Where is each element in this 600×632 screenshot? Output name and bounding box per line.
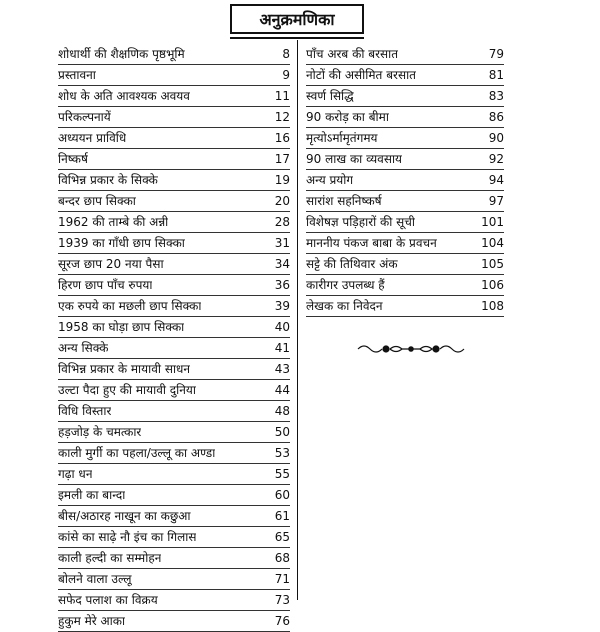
toc-entry [58,506,290,527]
toc-entry [58,317,290,338]
toc-entry [58,611,290,632]
toc-entry-page: 40 [274,320,290,334]
toc-entry [58,149,290,170]
toc-entry [58,107,290,128]
toc-entry-page: 81 [488,68,504,82]
toc-entry-title: नोटों की असीमित बरसात [306,68,417,82]
toc-entry-title: अन्य सिक्के [58,341,109,355]
toc-entry-page: 71 [274,572,290,586]
toc-entry-page: 34 [274,257,290,271]
toc-entry [58,254,290,275]
toc-entry-title: बन्दर छाप सिक्का [58,194,136,208]
toc-entry-page: 48 [274,404,290,418]
toc-entry-page: 68 [274,551,290,565]
toc-entry-title: स्वर्ण सिद्धि [306,89,354,103]
toc-entry [58,338,290,359]
toc-entry-title: माननीय पंकज बाबा के प्रवचन [306,236,437,250]
toc-entry-page: 43 [274,362,290,376]
toc-entry-title: सफेद पलाश का विक्रय [58,593,158,607]
toc-entry [58,233,290,254]
toc-entry-title: शोधार्थी की शैक्षणिक पृष्ठभूमि [58,47,185,61]
toc-entry-title: लेखक का निवेदन [306,299,383,313]
toc-entry [306,191,504,212]
toc-entry-title: पाँच अरब की बरसात [306,47,399,61]
toc-entry-title: 1939 का गाँधी छाप सिक्का [58,236,185,250]
toc-entry [58,464,290,485]
toc-entry-title: 90 करोड़ का बीमा [306,110,389,124]
toc-entry [58,359,290,380]
toc-entry [306,65,504,86]
toc-entry [58,128,290,149]
toc-entry-title: सट्टे की तिथिवार अंक [306,257,398,271]
toc-entry-title: प्रस्तावना [58,68,96,82]
toc-entry [58,191,290,212]
toc-entry-title: अध्ययन प्राविधि [58,131,127,145]
toc-entry [306,149,504,170]
toc-entry [58,485,290,506]
toc-entry-page: 79 [488,47,504,61]
toc-entry [58,527,290,548]
toc-entry-title: कांसे का साढ़े नौ इंच का गिलास [58,530,197,544]
toc-entry-page: 20 [274,194,290,208]
toc-entry [58,170,290,191]
toc-entry-title: 1962 की ताम्बे की अन्नी [58,215,169,229]
toc-entry-page: 39 [274,299,290,313]
toc-entry-title: बोलने वाला उल्लू [58,572,132,586]
toc-entry-title: हिरण छाप पाँच रुपया [58,278,153,292]
toc-entry-title: 1958 का घोड़ा छाप सिक्का [58,320,185,334]
toc-entry-page: 11 [274,89,290,103]
toc-entry [58,443,290,464]
toc-entry-title: उल्टा पैदा हुए की मायावी दुनिया [58,383,197,397]
left-column [58,44,290,632]
toc-entry [58,569,290,590]
toc-entry-title: सारांश सहनिष्कर्ष [306,194,382,208]
toc-entry [58,548,290,569]
toc-entry-page: 9 [282,68,290,82]
toc-entry [58,212,290,233]
toc-entry-page: 65 [274,530,290,544]
toc-entry-page: 76 [274,614,290,628]
toc-entry-title: हड़जोड़ के चमत्कार [58,425,142,439]
toc-entry-page: 108 [481,299,504,313]
toc-entry [306,296,504,317]
toc-entry-page: 94 [488,173,504,187]
toc-entry-title: सूरज छाप 20 नया पैसा [58,257,164,271]
toc-entry [58,590,290,611]
toc-entry-title: 90 लाख का व्यवसाय [306,152,403,166]
toc-entry [306,170,504,191]
toc-entry [306,254,504,275]
toc-entry [58,44,290,65]
toc-entry-page: 105 [481,257,504,271]
toc-entry-page: 60 [274,488,290,502]
toc-entry-title: काली हल्दी का सम्मोहन [58,551,162,565]
toc-entry-title: विभिन्न प्रकार के मायावी साधन [58,362,191,376]
toc-entry [58,296,290,317]
toc-entry [58,65,290,86]
index-title: अनुक्रमणिका [259,10,335,29]
toc-entry-title: गढ़ा धन [58,467,93,481]
toc-entry-page: 28 [274,215,290,229]
index-title-box [230,4,364,34]
toc-entry-page: 12 [274,110,290,124]
toc-entry-page: 31 [274,236,290,250]
toc-entry [58,422,290,443]
toc-entry-title: काली मुर्गी का पहला/उल्लू का अण्डा [58,446,216,460]
toc-entry [58,86,290,107]
toc-entry-title: निष्कर्ष [58,152,88,166]
column-divider [297,40,298,600]
toc-entry-title: विभिन्न प्रकार के सिक्के [58,173,158,187]
toc-entry [306,86,504,107]
toc-entry-page: 61 [274,509,290,523]
toc-entry-title: विशेषज्ञ पड़िहारों की सूची [306,215,416,229]
toc-entry [58,401,290,422]
floral-ornament-icon [356,341,466,357]
toc-entry [306,44,504,65]
toc-entry [306,233,504,254]
toc-entry-title: एक रुपये का मछली छाप सिक्का [58,299,202,313]
toc-entry-page: 92 [488,152,504,166]
toc-entry-page: 8 [282,47,290,61]
toc-entry-page: 41 [274,341,290,355]
toc-entry-page: 83 [488,89,504,103]
toc-entry-page: 101 [481,215,504,229]
toc-entry-page: 44 [274,383,290,397]
toc-entry-page: 86 [488,110,504,124]
toc-entry-page: 97 [488,194,504,208]
toc-entry [306,275,504,296]
toc-entry-title: अन्य प्रयोग [306,173,354,187]
toc-entry-title: मृत्योऽर्मामृतंगमय [306,131,378,145]
toc-entry-page: 16 [274,131,290,145]
toc-entry-page: 17 [274,152,290,166]
toc-entry-title: हुकुम मेरे आका [58,614,126,628]
toc-entry [306,212,504,233]
toc-entry [58,275,290,296]
toc-entry-title: बीस/अठारह नाखून का कछुआ [58,509,191,523]
toc-entry-page: 106 [481,278,504,292]
toc-entry-page: 50 [274,425,290,439]
title-underline [230,37,364,39]
toc-entry [306,107,504,128]
toc-entry-page: 53 [274,446,290,460]
toc-entry-title: इमली का बान्दा [58,488,126,502]
toc-entry-title: परिकल्पनायें [58,110,111,124]
toc-entry-page: 104 [481,236,504,250]
toc-entry-title: कारीगर उपलब्ध हैं [306,278,385,292]
toc-entry [58,380,290,401]
toc-entry-title: विधि विस्तार [58,404,112,418]
right-column [306,44,504,317]
toc-entry-page: 90 [488,131,504,145]
toc-entry [306,128,504,149]
toc-entry-page: 55 [274,467,290,481]
toc-entry-title: शोध के अति आवश्यक अवयव [58,89,190,103]
toc-entry-page: 73 [274,593,290,607]
toc-entry-page: 36 [274,278,290,292]
toc-entry-page: 19 [274,173,290,187]
